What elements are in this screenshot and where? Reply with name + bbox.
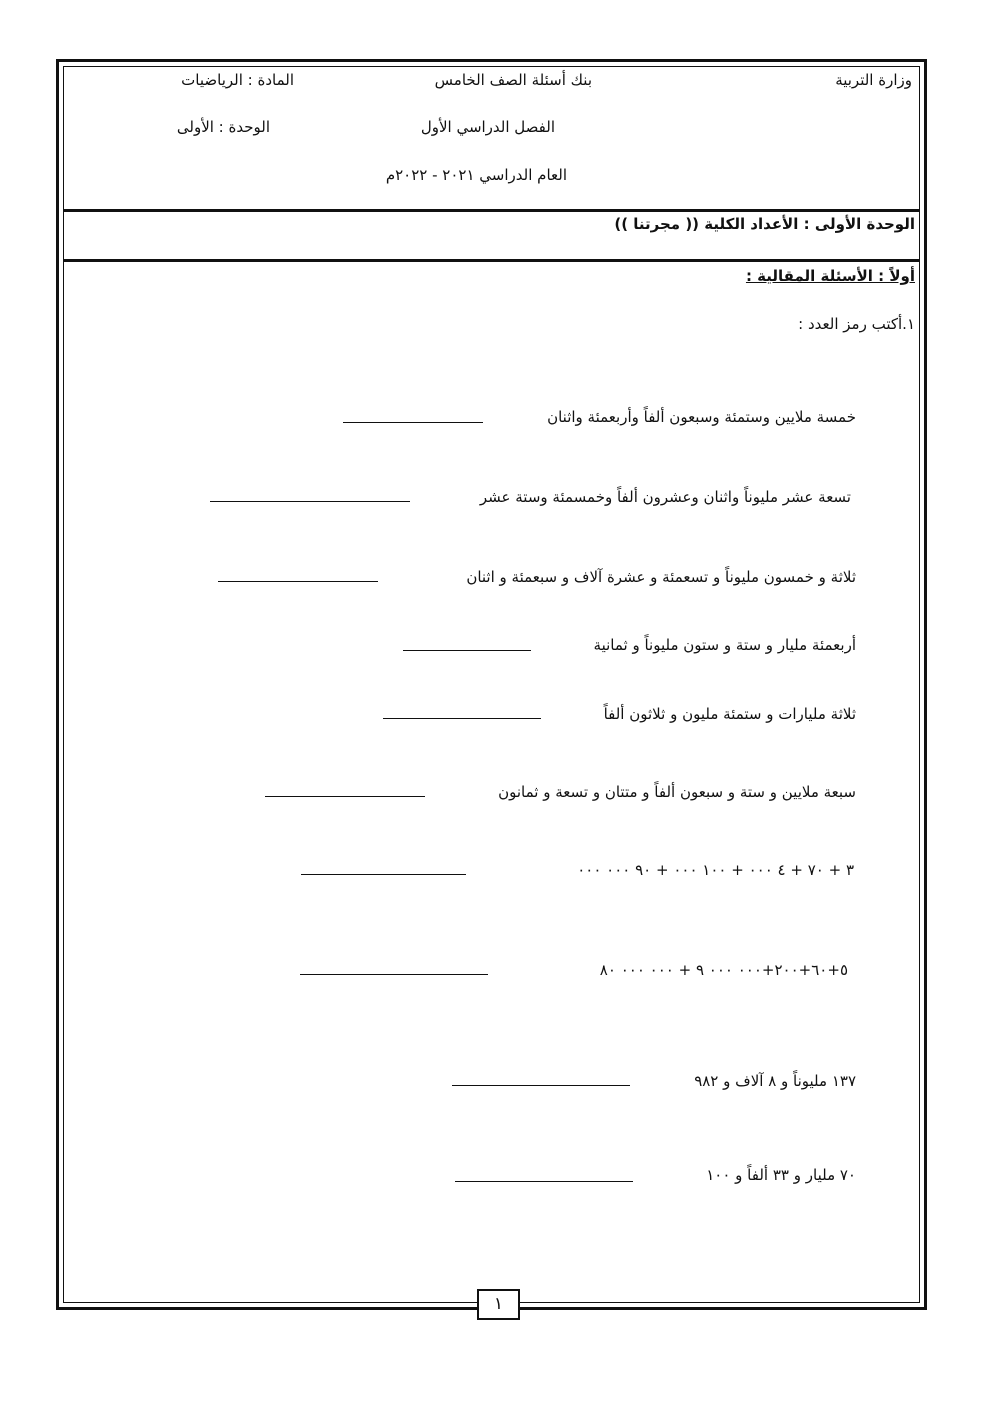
answer-blank-1 — [343, 422, 483, 423]
ministry-label: وزارة التربية — [835, 71, 912, 89]
page-number: ١ — [477, 1289, 520, 1320]
question-item-7: ٣ + ٧٠ + ٤ ٠٠٠ + ١٠٠ ٠٠٠ + ٩٠ ٠٠٠ ٠٠٠ — [577, 861, 854, 879]
section-title: أولاً : الأسئلة المقالية : — [745, 267, 915, 285]
answer-blank-2 — [210, 501, 410, 502]
question-item-3: ثلاثة و خمسون مليوناً و تسعمئة و عشرة آلاف و سبعمئة و اثنان — [466, 568, 856, 586]
answer-blank-5 — [383, 718, 541, 719]
semester-label: الفصل الدراسي الأول — [420, 118, 555, 136]
unit-label: الوحدة : الأولى — [176, 118, 270, 136]
unit-title: الوحدة الأولى : الأعداد الكلية (( مجرتنا )) — [614, 215, 915, 233]
question-item-1: خمسة ملايين وستمئة وسبعون ألفاً وأربعمئة واثنان — [547, 408, 856, 426]
question-item-5: ثلاثة مليارات و ستمئة مليون و ثلاثون ألفاً — [603, 705, 856, 723]
answer-blank-9 — [452, 1085, 630, 1086]
question-item-10: ٧٠ مليار و ٣٣ ألفاً و ١٠٠ — [706, 1166, 856, 1184]
answer-blank-7 — [301, 874, 466, 875]
question-item-6: سبعة ملايين و ستة و سبعون ألفاً و متتان و تسعة و ثمانون — [498, 783, 856, 801]
header-divider — [63, 209, 920, 212]
page-frame-inner — [63, 66, 920, 1303]
bank-title: بنك أسئلة الصف الخامس — [434, 71, 592, 89]
question-item-9: ١٣٧ مليوناً و ٨ آلاف و ٩٨٢ — [694, 1072, 856, 1090]
unit-divider — [63, 259, 920, 262]
question-item-4: أربعمئة مليار و ستة و ستون مليوناً و ثمانية — [593, 636, 856, 654]
answer-blank-3 — [218, 581, 378, 582]
question-item-2: تسعة عشر مليوناً واثنان وعشرون ألفاً وخمسمئة وستة عشر — [479, 488, 851, 506]
answer-blank-10 — [455, 1181, 633, 1182]
answer-blank-6 — [265, 796, 425, 797]
answer-blank-8 — [300, 974, 488, 975]
question-prompt: ١.أكتب رمز العدد : — [798, 315, 915, 333]
question-item-8: ٥+٦٠+٢٠٠+٠٠٠ ٠٠٠ ٩ + ٠٠٠ ٠٠٠ ٨٠ — [599, 961, 848, 979]
answer-blank-4 — [403, 650, 531, 651]
subject-label: المادة : الرياضيات — [181, 71, 294, 89]
academic-year: العام الدراسي ٢٠٢١ - ٢٠٢٢م — [385, 166, 567, 184]
